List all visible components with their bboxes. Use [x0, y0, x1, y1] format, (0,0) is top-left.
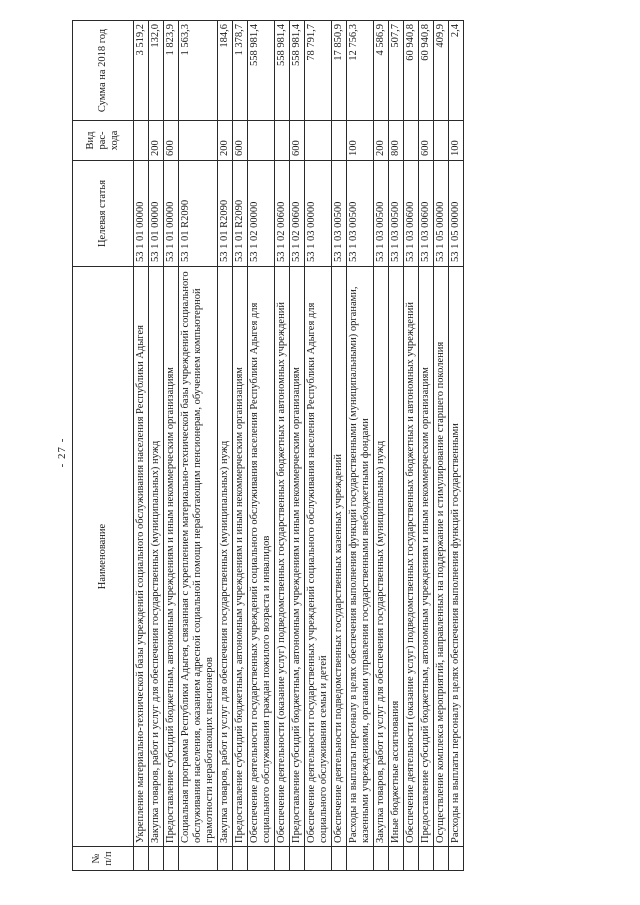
- table-row: [449, 21, 464, 871]
- num-cell: [218, 847, 233, 871]
- table-row: [233, 21, 248, 871]
- code-cell: 53 1 05 00000: [449, 161, 464, 267]
- kind-cell: 600: [419, 121, 434, 161]
- sum-cell: 4 586,9: [374, 21, 389, 121]
- table-header-row: [73, 21, 134, 871]
- table-row: [305, 21, 332, 871]
- header-number: № п/п: [73, 847, 134, 871]
- name-cell: Обеспечение деятельности (оказание услуг) подведомственных государственных бюджетных и автономных учреждений: [404, 267, 419, 847]
- kind-cell: [434, 121, 449, 161]
- kind-cell: [275, 121, 290, 161]
- num-cell: [389, 847, 404, 871]
- num-cell: [347, 847, 374, 871]
- code-cell: 53 1 02 00600: [275, 161, 290, 267]
- kind-cell: 200: [149, 121, 164, 161]
- kind-cell: 100: [449, 121, 464, 161]
- kind-cell: 600: [164, 121, 179, 161]
- code-cell: 53 1 03 00500: [332, 161, 347, 267]
- sum-cell: 558 981,4: [290, 21, 305, 121]
- code-cell: 53 1 03 00000: [305, 161, 332, 267]
- kind-cell: [332, 121, 347, 161]
- name-cell: Обеспечение деятельности государственных учреждений социального обслуживания населения Республики Адыгея для социального обслуживания семьи и детей: [305, 267, 332, 847]
- code-cell: 53 1 03 00600: [419, 161, 434, 267]
- table-row: [164, 21, 179, 871]
- name-cell: Осуществление комплекса мероприятий, направленных на поддержание и стимулирование старшего поколения: [434, 267, 449, 847]
- code-cell: 53 1 02 00600: [290, 161, 305, 267]
- num-cell: [233, 847, 248, 871]
- num-cell: [419, 847, 434, 871]
- table-row: [218, 21, 233, 871]
- sum-cell: 60 940,8: [404, 21, 419, 121]
- code-cell: 53 1 01 00000: [134, 161, 149, 267]
- name-cell: Закупка товаров, работ и услуг для обеспечения государственных (муниципальных) нужд: [374, 267, 389, 847]
- num-cell: [374, 847, 389, 871]
- name-cell: Закупка товаров, работ и услуг для обеспечения государственных (муниципальных) нужд: [149, 267, 164, 847]
- num-cell: [275, 847, 290, 871]
- table-row: [419, 21, 434, 871]
- code-cell: 53 1 01 R2090: [218, 161, 233, 267]
- table-body: [134, 21, 464, 871]
- table-row: [347, 21, 374, 871]
- num-cell: [134, 847, 149, 871]
- header-expense-type: Вид рас-хода: [73, 121, 134, 161]
- sum-cell: 3 519,2: [134, 21, 149, 121]
- table-row: [149, 21, 164, 871]
- name-cell: Обеспечение деятельности (оказание услуг) подведомственных государственных бюджетных и автономных учреждений: [275, 267, 290, 847]
- num-cell: [290, 847, 305, 871]
- sum-cell: 1 823,9: [164, 21, 179, 121]
- kind-cell: 600: [290, 121, 305, 161]
- table-row: [389, 21, 404, 871]
- code-cell: 53 1 01 R2090: [179, 161, 218, 267]
- sum-cell: 558 981,4: [248, 21, 275, 121]
- name-cell: Предоставление субсидий бюджетным, автономным учреждениям и иным некоммерческим организациям: [233, 267, 248, 847]
- header-amount: Сумма на 2018 год: [73, 21, 134, 121]
- table-row: [290, 21, 305, 871]
- kind-cell: 100: [347, 121, 374, 161]
- table-row: [404, 21, 419, 871]
- name-cell: Расходы на выплаты персоналу в целях обеспечения выполнения функций государственными (муниципальными) органами, казенными учреждениями, органами управления государственными внебюджетными фондами: [347, 267, 374, 847]
- sum-cell: 12 756,3: [347, 21, 374, 121]
- header-name: Наименование: [73, 267, 134, 847]
- name-cell: Предоставление субсидий бюджетным, автономным учреждениям и иным некоммерческим организациям: [290, 267, 305, 847]
- code-cell: 53 1 05 00000: [434, 161, 449, 267]
- sum-cell: 409,9: [434, 21, 449, 121]
- kind-cell: [248, 121, 275, 161]
- name-cell: Обеспечение деятельности государственных учреждений социального обслуживания населения Республики Адыгея для социального обслуживания граждан пожилого возраста и инвалидов: [248, 267, 275, 847]
- name-cell: Предоставление субсидий бюджетным, автономным учреждениям и иным некоммерческим организациям: [419, 267, 434, 847]
- num-cell: [434, 847, 449, 871]
- sum-cell: 1 378,7: [233, 21, 248, 121]
- sum-cell: 507,7: [389, 21, 404, 121]
- sum-cell: 17 850,9: [332, 21, 347, 121]
- num-cell: [149, 847, 164, 871]
- kind-cell: 200: [374, 121, 389, 161]
- num-cell: [164, 847, 179, 871]
- kind-cell: [404, 121, 419, 161]
- kind-cell: [179, 121, 218, 161]
- name-cell: Предоставление субсидий бюджетным, автономным учреждениям и иным некоммерческим организациям: [164, 267, 179, 847]
- code-cell: 53 1 03 00500: [389, 161, 404, 267]
- name-cell: Обеспечение деятельности подведомственных государственных казенных учреждений: [332, 267, 347, 847]
- sum-cell: 78 791,7: [305, 21, 332, 121]
- sum-cell: 60 940,8: [419, 21, 434, 121]
- num-cell: [179, 847, 218, 871]
- code-cell: 53 1 03 00600: [404, 161, 419, 267]
- kind-cell: 200: [218, 121, 233, 161]
- code-cell: 53 1 02 00000: [248, 161, 275, 267]
- kind-cell: [134, 121, 149, 161]
- num-cell: [305, 847, 332, 871]
- kind-cell: 600: [233, 121, 248, 161]
- num-cell: [332, 847, 347, 871]
- code-cell: 53 1 01 00000: [164, 161, 179, 267]
- num-cell: [248, 847, 275, 871]
- table-row: [332, 21, 347, 871]
- name-cell: Закупка товаров, работ и услуг для обеспечения государственных (муниципальных) нужд: [218, 267, 233, 847]
- header-target-article: Целевая статья: [73, 161, 134, 267]
- code-cell: 53 1 03 00500: [374, 161, 389, 267]
- budget-table: [72, 20, 464, 871]
- num-cell: [404, 847, 419, 871]
- name-cell: Иные бюджетные ассигнования: [389, 267, 404, 847]
- kind-cell: [305, 121, 332, 161]
- sum-cell: 184,6: [218, 21, 233, 121]
- table-row: [434, 21, 449, 871]
- page-number: - 27 -: [56, 437, 68, 468]
- num-cell: [449, 847, 464, 871]
- kind-cell: 800: [389, 121, 404, 161]
- name-cell: Укрепление материально-технической базы учреждений социального обслуживания населения Республики Адыгея: [134, 267, 149, 847]
- code-cell: 53 1 01 R2090: [233, 161, 248, 267]
- name-cell: Социальная программа Республики Адыгея, связанная с укреплением материально-технической базы учреждений социального обслуживания населения, оказанием адресной социальной помощи неработающим пенсионерам, обучением компьютерной грамотности неработающих пенсионеров: [179, 267, 218, 847]
- sum-cell: 132,0: [149, 21, 164, 121]
- code-cell: 53 1 01 00000: [149, 161, 164, 267]
- table-row: [134, 21, 149, 871]
- name-cell: Расходы на выплаты персоналу в целях обеспечения выполнения функций государственными: [449, 267, 464, 847]
- table-row: [374, 21, 389, 871]
- table-row: [179, 21, 218, 871]
- table-row: [275, 21, 290, 871]
- sum-cell: 1 563,3: [179, 21, 218, 121]
- sum-cell: 558 981,4: [275, 21, 290, 121]
- sum-cell: 2,4: [449, 21, 464, 121]
- code-cell: 53 1 03 00500: [347, 161, 374, 267]
- table-row: [248, 21, 275, 871]
